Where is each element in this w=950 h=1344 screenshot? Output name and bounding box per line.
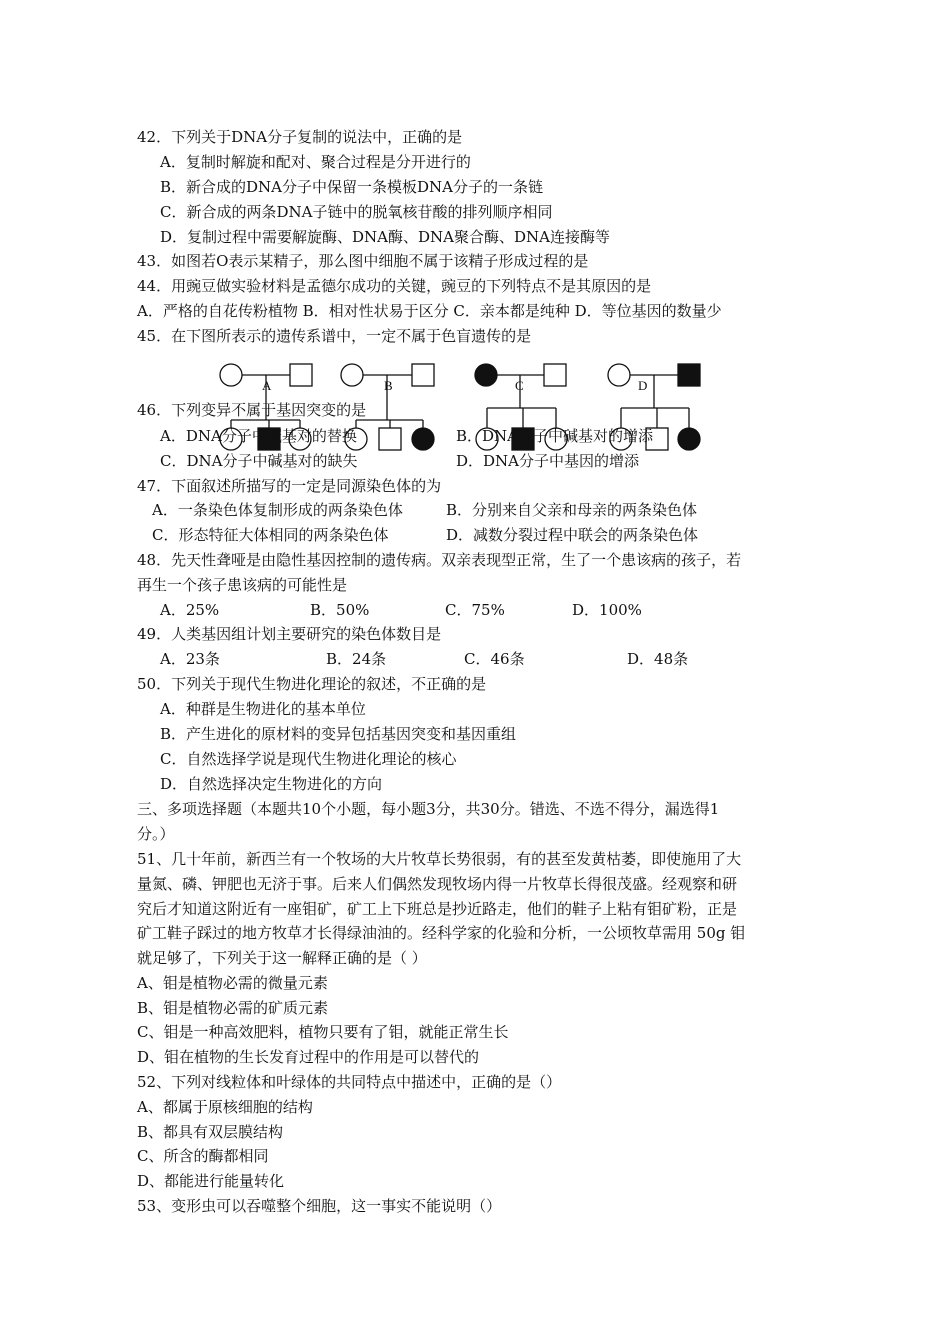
question-49-option-c: C．46条 <box>464 650 525 668</box>
question-48-option-c: C．75% <box>445 601 505 619</box>
question-49-option-d: D．48条 <box>627 650 689 668</box>
pedigree-label-d: D <box>638 378 648 393</box>
question-48-option-a: A．25% <box>160 601 220 619</box>
pedigree-a-father <box>290 364 312 386</box>
question-51-line-5: 就足够了，下列关于这一解释正确的是（ ） <box>137 949 427 967</box>
question-52-option-c: C、所含的酶都相同 <box>137 1147 269 1165</box>
question-49-stem: 49．人类基因组计划主要研究的染色体数目是 <box>137 625 442 643</box>
question-44-options: A．严格的自花传粉植物 B．相对性状易于区分 C．亲本都是纯种 D．等位基因的数量少 <box>137 302 722 320</box>
question-51-line-1: 51、几十年前，新西兰有一个牧场的大片牧草长势很弱，有的甚至发黄枯萎，即使施用了大 <box>137 850 742 868</box>
pedigree-b-mother <box>341 364 363 386</box>
question-50-option-a: A．种群是生物进化的基本单位 <box>160 700 366 718</box>
question-51-option-b: B、钼是植物必需的矿质元素 <box>137 999 329 1017</box>
pedigree-b-child-2 <box>379 428 401 450</box>
question-48-option-b: B．50% <box>310 601 370 619</box>
question-50-stem: 50．下列关于现代生物进化理论的叙述，不正确的是 <box>137 675 487 693</box>
question-47-option-a: A．一条染色体复制形成的两条染色体 <box>152 501 403 519</box>
question-50-option-b: B．产生进化的原材料的变异包括基因突变和基因重组 <box>160 725 517 743</box>
question-51-line-3: 究后才知道这附近有一座钼矿，矿工上下班总是抄近路走，他们的鞋子上粘有钼矿粉，正是 <box>137 900 738 918</box>
pedigree-c-father <box>544 364 566 386</box>
pedigree-c-mother <box>475 364 497 386</box>
question-49-option-a: A．23条 <box>160 650 220 668</box>
question-46-option-d: D．DNA分子中基因的增添 <box>456 452 640 470</box>
pedigree-a-mother <box>220 364 242 386</box>
question-52-option-a: A、都属于原核细胞的结构 <box>137 1098 313 1116</box>
section-3-heading-line-1: 三、多项选择题（本题共10个小题，每小题3分，共30分。错选、不选不得分，漏选得1 <box>137 800 720 818</box>
pedigree-d-mother <box>608 364 630 386</box>
question-42-stem: 42．下列关于DNA分子复制的说法中，正确的是 <box>137 128 463 146</box>
question-47-stem: 47．下面叙述所描写的一定是同源染色体的为 <box>137 477 442 495</box>
question-51-line-4: 矿工鞋子踩过的地方牧草才长得绿油油的。经科学家的化验和分析，一公顷牧草需用 50g 钼 <box>137 924 746 942</box>
question-47-option-c: C．形态特征大体相同的两条染色体 <box>152 526 389 544</box>
question-50-option-c: C．自然选择学说是现代生物进化理论的核心 <box>160 750 457 768</box>
question-52-option-b: B、都具有双层膜结构 <box>137 1123 284 1141</box>
question-42-option-b: B．新合成的DNA分子中保留一条模板DNA分子的一条链 <box>160 178 543 196</box>
pedigree-d-child-3 <box>678 428 700 450</box>
question-48-option-d: D．100% <box>572 601 642 619</box>
question-53-stem: 53、变形虫可以吞噬整个细胞，这一事实不能说明（） <box>137 1197 502 1215</box>
pedigree-label-a: A <box>262 378 272 393</box>
question-47-option-d: D．减数分裂过程中联会的两条染色体 <box>446 526 699 544</box>
question-49-option-b: B．24条 <box>326 650 387 668</box>
pedigree-label-b: B <box>384 378 393 393</box>
question-42-option-c: C．新合成的两条DNA子链中的脱氧核苷酸的排列顺序相同 <box>160 203 553 221</box>
section-3-heading-line-2: 分。） <box>137 825 175 843</box>
question-52-stem: 52、下列对线粒体和叶绿体的共同特点中描述中，正确的是（） <box>137 1073 562 1091</box>
question-51-option-a: A、钼是植物必需的微量元素 <box>137 974 328 992</box>
question-46-option-b: B．DNA分子中碱基对的增添 <box>456 427 654 445</box>
question-44-stem: 44．用豌豆做实验材料是孟德尔成功的关键，豌豆的下列特点不是其原因的是 <box>137 277 652 295</box>
question-42-option-d: D．复制过程中需要解旋酶、DNA酶、DNA聚合酶、DNA连接酶等 <box>160 228 610 246</box>
question-51-line-2: 量氮、磷、钾肥也无济于事。后来人们偶然发现牧场内得一片牧草长得很茂盛。经观察和研 <box>137 875 738 893</box>
pedigree-b-child-3 <box>412 428 434 450</box>
question-52-option-d: D、都能进行能量转化 <box>137 1172 285 1190</box>
pedigree-b-father <box>412 364 434 386</box>
question-46-option-a: A．DNA分子中碱基对的替换 <box>160 427 357 445</box>
question-50-option-d: D．自然选择决定生物进化的方向 <box>160 775 383 793</box>
question-42-option-a: A．复制时解旋和配对、聚合过程是分开进行的 <box>160 153 471 171</box>
question-46-option-c: C．DNA分子中碱基对的缺失 <box>160 452 358 470</box>
pedigree-label-c: C <box>515 378 524 393</box>
question-51-option-d: D、钼在植物的生长发育过程中的作用是可以替代的 <box>137 1048 480 1066</box>
question-47-option-b: B．分别来自父亲和母亲的两条染色体 <box>446 501 698 519</box>
question-43-stem: 43．如图若O表示某精子，那么图中细胞不属于该精子形成过程的是 <box>137 252 589 270</box>
question-51-option-c: C、钼是一种高效肥料，植物只要有了钼，就能正常生长 <box>137 1023 509 1041</box>
question-46-stem: 46．下列变异不属于基因突变的是 <box>137 401 367 419</box>
question-48-stem-line-1: 48．先天性聋哑是由隐性基因控制的遗传病。双亲表现型正常，生了一个患该病的孩子，若 <box>137 551 742 569</box>
question-45-stem: 45．在下图所表示的遗传系谱中，一定不属于色盲遗传的是 <box>137 327 532 345</box>
question-48-stem-line-2: 再生一个孩子患该病的可能性是 <box>137 576 348 594</box>
pedigree-d-father <box>678 364 700 386</box>
